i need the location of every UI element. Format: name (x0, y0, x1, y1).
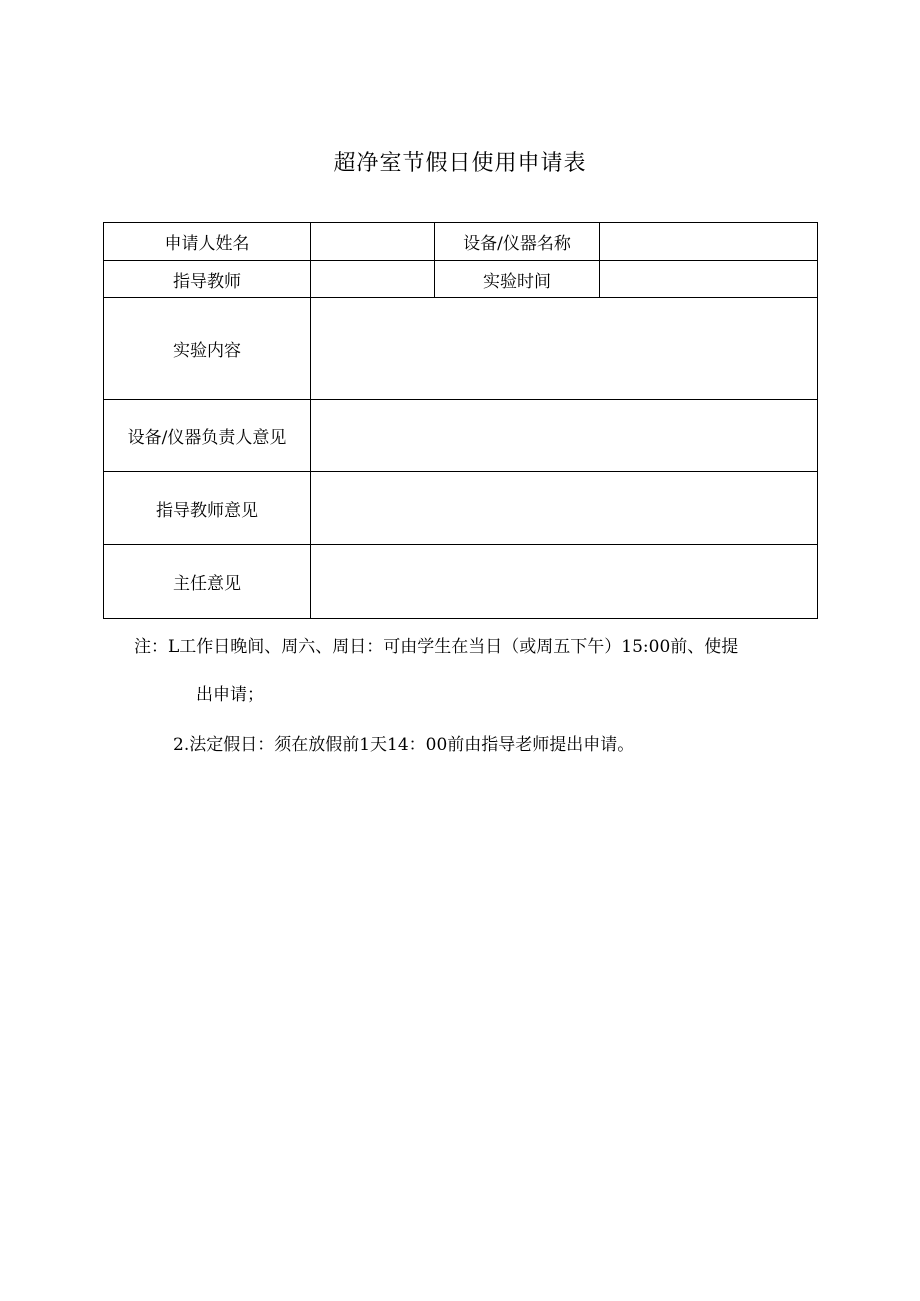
page-title: 超净室节假日使用申请表 (333, 151, 587, 176)
supervisor-opinion-label: 指导教师意见 (104, 472, 311, 545)
supervisor-opinion-field[interactable] (311, 472, 818, 545)
experiment-content-field[interactable] (311, 298, 818, 400)
form-row-director-opinion (104, 545, 818, 619)
equipment-manager-opinion-field[interactable] (311, 400, 818, 472)
equipment-name-label: 设备/仪器名称 (435, 223, 600, 261)
supervisor-label: 指导教师 (104, 261, 311, 298)
note-1-line-1: 注：L工作日晚间、周六、周日：可由学生在当日（或周五下午）15:00前、使提 (134, 637, 739, 657)
equipment-name-field[interactable] (600, 223, 818, 261)
director-opinion-label: 主任意见 (104, 545, 311, 619)
form-row-equipment-opinion (104, 400, 818, 472)
applicant-name-label: 申请人姓名 (104, 223, 311, 261)
application-form (103, 222, 818, 619)
equipment-manager-opinion-label: 设备/仪器负责人意见 (104, 400, 311, 472)
director-opinion-field[interactable] (311, 545, 818, 619)
experiment-time-label: 实验时间 (435, 261, 600, 298)
supervisor-field[interactable] (311, 261, 435, 298)
note-1-line-2: 出申请； (196, 685, 264, 705)
experiment-content-label: 实验内容 (104, 298, 311, 400)
form-row-content (104, 298, 818, 400)
form-row-supervisor (104, 261, 818, 298)
form-row-applicant (104, 223, 818, 261)
note-2: 2.法定假日：须在放假前1天14：00前由指导老师提出申请。 (173, 735, 635, 755)
form-row-supervisor-opinion (104, 472, 818, 545)
applicant-name-field[interactable] (311, 223, 435, 261)
experiment-time-field[interactable] (600, 261, 818, 298)
